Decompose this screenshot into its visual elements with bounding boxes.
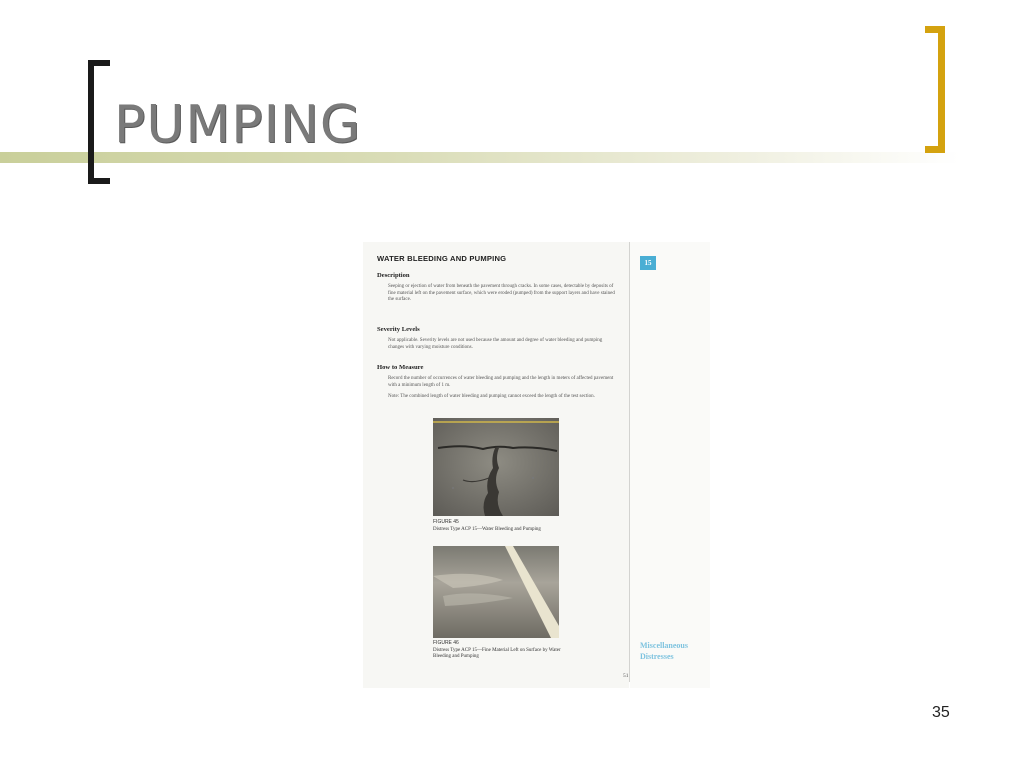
section-text-measure-note: Note: The combined length of water bleeding and pumping cannot exceed the length of the test section. <box>388 394 595 399</box>
figure-45-caption-text: Distress Type ACP 15—Water Bleeding and Pumping <box>433 526 541 532</box>
section-text-severity: Not applicable. Severity levels are not used because the amount and degree of water bleeding and pumping changes with varying moisture conditions. <box>388 338 603 350</box>
document-page-number: 51 <box>623 673 629 679</box>
figure-45-caption <box>433 519 563 533</box>
document-margin-panel <box>630 242 710 688</box>
left-bracket-decoration <box>88 60 110 184</box>
figure-46-caption-text: Distress Type ACP 15—Fine Material Left on Surface by Water Bleeding and Pumping <box>433 647 561 659</box>
figure-46-label: FIGURE 46 <box>433 640 459 646</box>
document-title: WATER BLEEDING AND PUMPING <box>377 254 507 263</box>
section-heading-severity: Severity Levels <box>377 326 420 333</box>
figure-45-photo <box>433 418 559 516</box>
figure-46-photo <box>433 546 559 638</box>
section-text-description: Seeping or ejection of water from beneath the pavement through cracks. In some cases, detectable by deposits of fine material left on the pavement surface, which were eroded (pumped) from the support layers and have stained the surface. <box>388 284 615 303</box>
scanned-document-page <box>363 242 629 688</box>
section-heading-measure: How to Measure <box>377 364 424 371</box>
slide-number: 35 <box>932 704 950 721</box>
section-text-measure-1: Record the number of occurrences of water bleeding and pumping and the length in meters of affected pavement with a minimum length of 1 m. <box>388 376 614 388</box>
section-tab-badge: 15 <box>640 256 656 270</box>
section-heading-description: Description <box>377 272 410 279</box>
figure-45-label: FIGURE 45 <box>433 519 459 525</box>
right-bracket-decoration <box>925 26 945 153</box>
section-side-label: Miscellaneous Distresses <box>640 641 688 661</box>
figure-46-caption <box>433 640 563 661</box>
slide-title: PUMPING <box>114 95 362 155</box>
